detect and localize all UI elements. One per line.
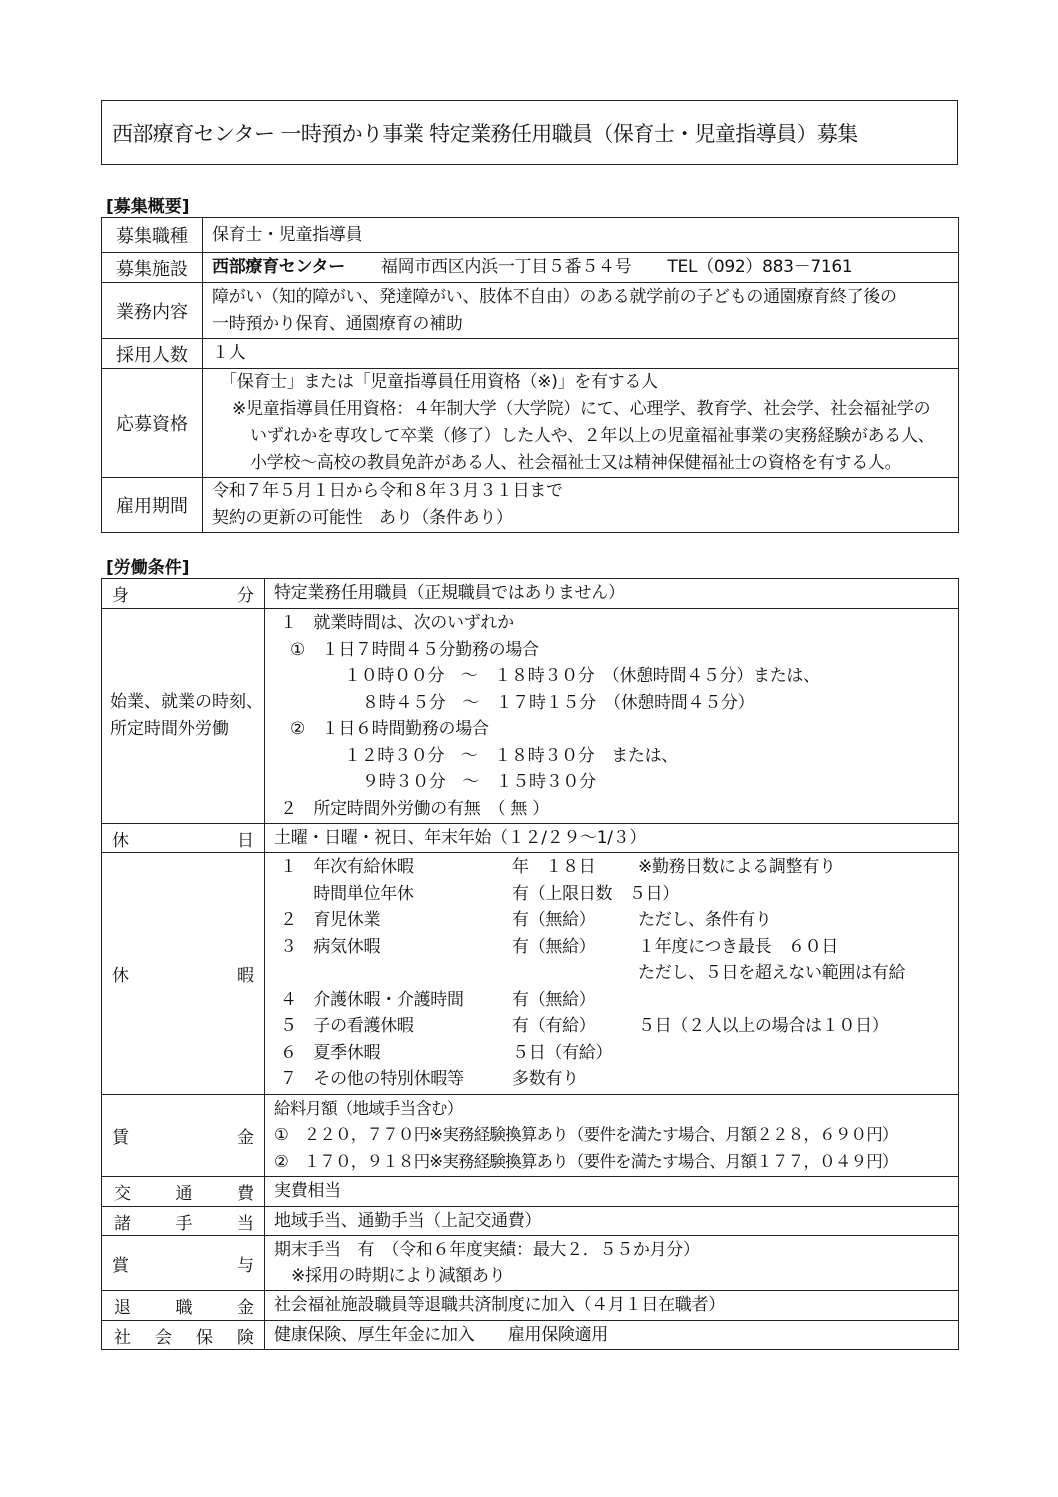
duties-label: 業務内容 xyxy=(102,283,203,339)
facility-name: 西部療育センター xyxy=(212,257,345,277)
qualification-note-line: 小学校～高校の教員免許がある人、社会福祉士又は精神保健福祉士の資格を有する人。 xyxy=(250,453,902,473)
job-type-value: 保育士・児童指導員 xyxy=(203,218,959,253)
leave-item: １ 年次有給休暇 年 １８日 ※勤務日数による調整有り xyxy=(280,857,836,878)
hours-line: ② １日６時間勤務の場合 xyxy=(290,719,489,739)
leave-item: ６ 夏季休暇 ５日（有給） xyxy=(280,1042,613,1063)
job-type-label: 募集職種 xyxy=(102,218,203,253)
period-row xyxy=(102,478,959,533)
insurance-label: 社 会 保 険 xyxy=(102,1321,265,1350)
headcount-value: １人 xyxy=(203,339,959,369)
headcount-label: 採用人数 xyxy=(102,339,203,369)
period-line: 令和７年５月１日から令和８年３月３１日まで xyxy=(212,481,563,501)
hours-line: ８時４５分 ～ １７時１５分 （休憩時間４５分） xyxy=(362,692,755,713)
allowances-label: 諸 手 当 xyxy=(102,1207,265,1236)
wage-line: 給料月額（地域手当含む） xyxy=(274,1098,463,1118)
wage-line: ① ２２０，７７０円※実務経験換算あり（要件を満たす場合、月額２２８，６９０円） xyxy=(274,1125,898,1145)
leave-label: 休 暇 xyxy=(102,853,265,1095)
conditions-section-label: [労働条件] xyxy=(106,558,190,578)
insurance-value: 健康保険、厚生年金に加入 雇用保険適用 xyxy=(265,1321,959,1350)
holidays-row xyxy=(102,824,959,853)
qualification-label: 応募資格 xyxy=(102,369,203,478)
leave-item: ただし、５日を超えない範囲は有給 xyxy=(638,963,906,984)
status-value: 特定業務任用職員（正規職員ではありません） xyxy=(265,579,959,609)
transport-value: 実費相当 xyxy=(265,1177,959,1207)
holidays-value: 土曜・日曜・祝日、年末年始（１２/２９～1/３） xyxy=(265,824,959,853)
hours-value xyxy=(265,609,959,824)
transport-label: 交 通 費 xyxy=(102,1177,265,1207)
holidays-label: 休 日 xyxy=(102,824,265,853)
hours-line: １０時００分 ～ １８時３０分 （休憩時間４５分）または、 xyxy=(344,666,820,686)
hours-line: ２ 所定時間外労働の有無 （ 無 ） xyxy=(280,798,549,819)
period-value xyxy=(203,478,959,533)
leave-row xyxy=(102,853,959,1095)
wage-value xyxy=(265,1095,959,1177)
transport-row xyxy=(102,1177,959,1207)
period-line: 契約の更新の可能性 あり（条件あり） xyxy=(212,508,513,528)
hours-row xyxy=(102,609,959,824)
retirement-label: 退 職 金 xyxy=(102,1291,265,1321)
bonus-label: 賞 与 xyxy=(102,1236,265,1291)
period-label: 雇用期間 xyxy=(102,478,203,533)
leave-item: ２ 育児休業 有（無給） ただし、条件有り xyxy=(280,910,772,931)
page-title: 西部療育センター 一時預かり事業 特定業務任用職員（保育士・児童指導員）募集 xyxy=(101,100,958,165)
allowances-value: 地域手当、通勤手当（上記交通費） xyxy=(265,1207,959,1236)
duties-row xyxy=(102,283,959,339)
allowances-row xyxy=(102,1207,959,1236)
duties-line: 一時預かり保育、通園療育の補助 xyxy=(212,313,463,334)
overview-table xyxy=(101,217,959,533)
leave-item: ３ 病気休暇 有（無給） １年度につき最長 ６０日 xyxy=(280,936,839,957)
wage-label: 賃 金 xyxy=(102,1095,265,1177)
headcount-row xyxy=(102,339,959,369)
leave-item: ７ その他の特別休暇等 多数有り xyxy=(280,1069,579,1090)
bonus-row xyxy=(102,1236,959,1291)
wage-row xyxy=(102,1095,959,1177)
facility-tel: TEL（092）883－7161 xyxy=(667,257,853,277)
retirement-value: 社会福祉施設職員等退職共済制度に加入（４月１日在職者） xyxy=(265,1291,959,1321)
leave-item: 時間単位年休 有（上限日数 ５日） xyxy=(280,883,679,904)
qualification-note-line: いずれかを専攻して卒業（修了）した人や、２年以上の児童福祉事業の実務経験がある人、 xyxy=(250,426,935,446)
qualification-value xyxy=(203,369,959,478)
duties-value xyxy=(203,283,959,339)
bonus-note: ※採用の時期により減額あり xyxy=(291,1266,506,1286)
retirement-row xyxy=(102,1291,959,1321)
bonus-line: 期末手当 有 （令和６年度実績：最大２．５５か月分） xyxy=(274,1239,700,1260)
duties-line: 障がい（知的障がい、発達障がい、肢体不自由）のある就学前の子どもの通園療育終了後の xyxy=(212,286,897,307)
facility-row xyxy=(102,253,959,283)
hours-line: ① １日７時間４５分勤務の場合 xyxy=(290,639,539,660)
hours-line: ９時３０分 ～ １５時３０分 xyxy=(362,772,596,792)
conditions-table xyxy=(101,578,959,1350)
insurance-row xyxy=(102,1321,959,1350)
qualification-line: 「保育士」または「児童指導員任用資格（※)」を有する人 xyxy=(220,372,658,392)
hours-label: 始業、就業の時刻、 所定時間外労働 xyxy=(102,609,265,824)
status-label: 身 分 xyxy=(102,579,265,609)
leave-item: ５ 子の看護休暇 有（有給） ５日（２人以上の場合は１０日） xyxy=(280,1016,889,1037)
bonus-value xyxy=(265,1236,959,1291)
facility-value xyxy=(203,253,959,283)
overview-section-label: [募集概要] xyxy=(106,197,190,217)
qualification-row xyxy=(102,369,959,478)
job-type-row xyxy=(102,218,959,253)
hours-line: １２時３０分 ～ １８時３０分 または、 xyxy=(344,745,678,766)
facility-address: 福岡市西区内浜一丁目５番５４号 xyxy=(380,257,632,277)
leave-value xyxy=(265,853,959,1095)
status-row xyxy=(102,579,959,609)
qualification-note-line: ※児童指導員任用資格：４年制大学（大学院）にて、心理学、教育学、社会学、社会福祉学の xyxy=(232,399,931,419)
leave-item: ４ 介護休暇・介護時間 有（無給） xyxy=(280,989,596,1010)
wage-line: ② １７０，９１８円※実務経験換算あり（要件を満たす場合、月額１７７，０４９円） xyxy=(274,1151,898,1171)
facility-label: 募集施設 xyxy=(102,253,203,283)
hours-line: １ 就業時間は、次のいずれか xyxy=(280,613,514,633)
